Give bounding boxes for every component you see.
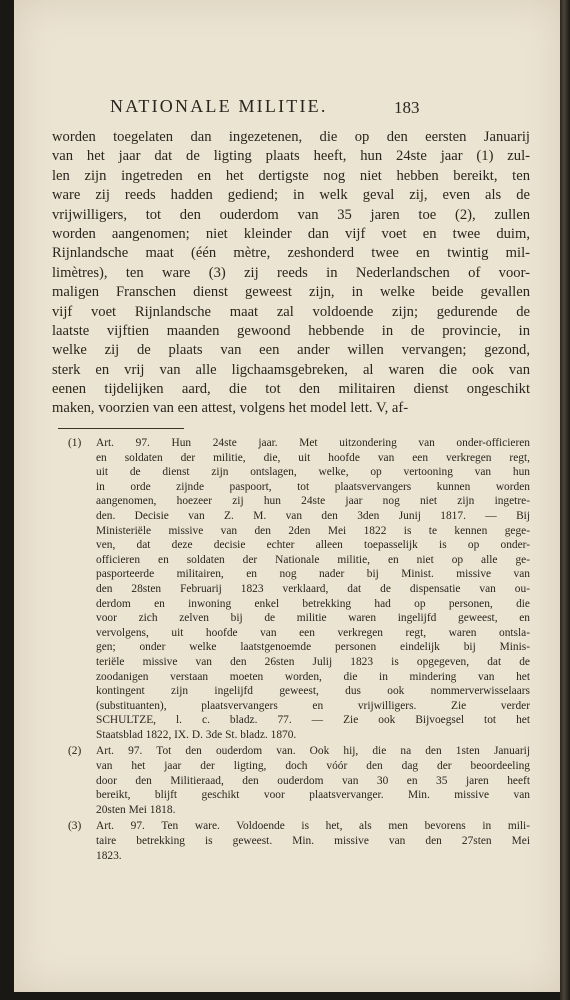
- footnote-line: Art. 97. Tot den ouderdom van. Ook hij, die na den 1sten Januarij: [96, 745, 530, 758]
- footnote-line: kontingent zijn ingelijfd geweest, dus ook nommerverwisselaars: [96, 685, 530, 698]
- body-line: eenen tijdelijken aard, die tot den militairen dienst ongeschikt: [52, 381, 530, 398]
- body-line: vrijwilligers, tot den ouderdom van 35 jaren toe (2), zullen: [52, 206, 530, 223]
- body-line: maligen Franschen dienst geweest zijn, in welke beide gevallen: [52, 284, 530, 301]
- body-line: maken, voorzien van een attest, volgens het model lett. V, af-: [52, 400, 409, 417]
- footnote-line: taire betrekking is geweest. Min. missive van den 27sten Mei: [96, 835, 530, 848]
- footnote-line: gen; onder welke laatstgenoemde personen eindelijk bij Minis-: [96, 641, 530, 654]
- body-text: [52, 128, 530, 419]
- body-line: worden aangenomen; niet kleinder dan vijf voet en twee duim,: [52, 225, 530, 242]
- body-line: laatste vijftien maanden gewoond hebbende in de provincie, in: [52, 322, 530, 339]
- footnote-line: voor zich zelven bij de militie waren ingelijfd geweest, en: [96, 612, 530, 625]
- body-line: van het jaar dat de ligting plaats heeft, hun 24ste jaar (1) zul-: [52, 148, 530, 165]
- footnote: [68, 436, 530, 742]
- footnote-line: den. Decisie van Z. M. van den 3den Junij 1817. — Bij: [96, 509, 530, 522]
- footnote-line: den 28sten Februarij 1823 verklaard, dat de dispensatie van ou-: [96, 582, 530, 595]
- footnote-line: Art. 97. Hun 24ste jaar. Met uitzondering van onder-officieren: [96, 437, 530, 449]
- body-line: sterk en vrij van alle ligchaamsgebreken, al waren die ook van: [52, 361, 530, 378]
- footnote-rule: [58, 428, 184, 429]
- footnote-line: pasporteerde militairen, en nog nader bij Minist. missive van: [96, 568, 530, 581]
- footnotes: [68, 436, 530, 865]
- footnote-line: Ministeriële missive van den 2den Mei 1822 is te kennen gege-: [96, 524, 530, 537]
- page-number: 183: [394, 98, 420, 117]
- body-line: len zijn ingetreden en het dertigste nog niet hebben bereikt, ten: [52, 167, 530, 184]
- footnote-line: (substituanten), plaatsvervangers en vrijwilligers. Zie verder: [96, 699, 530, 712]
- footnote-line: vervolgens, uit hoofde van een verkregen regt, waren ontsla-: [96, 626, 530, 639]
- body-line: worden toegelaten dan ingezetenen, die op den eersten Januarij: [52, 129, 530, 145]
- page-edge: [560, 0, 570, 1000]
- footnote-line: Staatsblad 1822, IX. D. 3de St. bladz. 1870.: [96, 728, 297, 741]
- body-line: welke zij de plaats van een ander willen vervangen; gezond,: [52, 342, 530, 359]
- footnote-line: uit de dienst zijn ontslagen, welke, op vertooning van hun: [96, 466, 530, 479]
- footnote: [68, 744, 530, 817]
- footnote-line: van het jaar der ligting, doch vóór den dag der beoordeeling: [96, 760, 530, 773]
- footnote-line: bereikt, blijft geschikt voor plaatsvervanger. Min. missive van: [96, 789, 530, 802]
- body-line: Rijnlandsche maat (één mètre, zeshonderd twee en twintig mil-: [52, 245, 530, 262]
- footnote-line: derdom en inwoning enkel betrekking had op personen, die: [96, 597, 530, 610]
- footnote-line: 20sten Mei 1818.: [96, 803, 176, 816]
- footnote-line: zoodanigen verstaan moeten worden, die in mindering van het: [96, 670, 530, 683]
- footnote-marker: (1): [68, 437, 82, 449]
- body-line: vijf voet Rijnlandsche maat zal voldoende zijn; gedurende de: [52, 303, 530, 320]
- footnote-line: in orde zijnde paspoort, tot plaatsvervangers kunnen worden: [96, 480, 530, 493]
- footnote-line: Art. 97. Ten ware. Voldoende is het, als men bevorens in mili-: [96, 820, 530, 833]
- body-line: ware zij reeds hadden gediend; in welk geval zij, even als de: [52, 187, 530, 204]
- footnote-marker: (3): [68, 820, 82, 833]
- footnote-line: officieren en soldaten der Nationale militie, en niet op alle ge-: [96, 553, 530, 566]
- book-page: [14, 0, 562, 992]
- running-title: NATIONALE MILITIE.: [110, 96, 328, 116]
- footnote-line: en soldaten der militie, die, uit hoofde van een verkregen regt,: [96, 451, 530, 464]
- footnote: [68, 819, 530, 863]
- footnote-line: door den Militieraad, den ouderdom van 30 en 35 jaren heeft: [96, 774, 530, 787]
- body-line: limètres), ten ware (3) zij reeds in Nederlandschen of voor-: [52, 264, 530, 281]
- footnote-line: ven, dat deze decisie echter alleen toepasselijk is op onder-: [96, 539, 530, 552]
- footnote-marker: (2): [68, 745, 82, 758]
- footnote-line: 1823.: [96, 849, 122, 862]
- footnote-line: aangenomen, hoezeer zij hun 24ste jaar nog niet zijn ingetre-: [96, 495, 530, 508]
- footnote-line: teriële missive van den 26sten Julij 1823 is opgegeven, dat de: [96, 655, 530, 668]
- footnote-line: SCHULTZE, l. c. bladz. 77. — Zie ook Bijvoegsel tot het: [96, 714, 530, 727]
